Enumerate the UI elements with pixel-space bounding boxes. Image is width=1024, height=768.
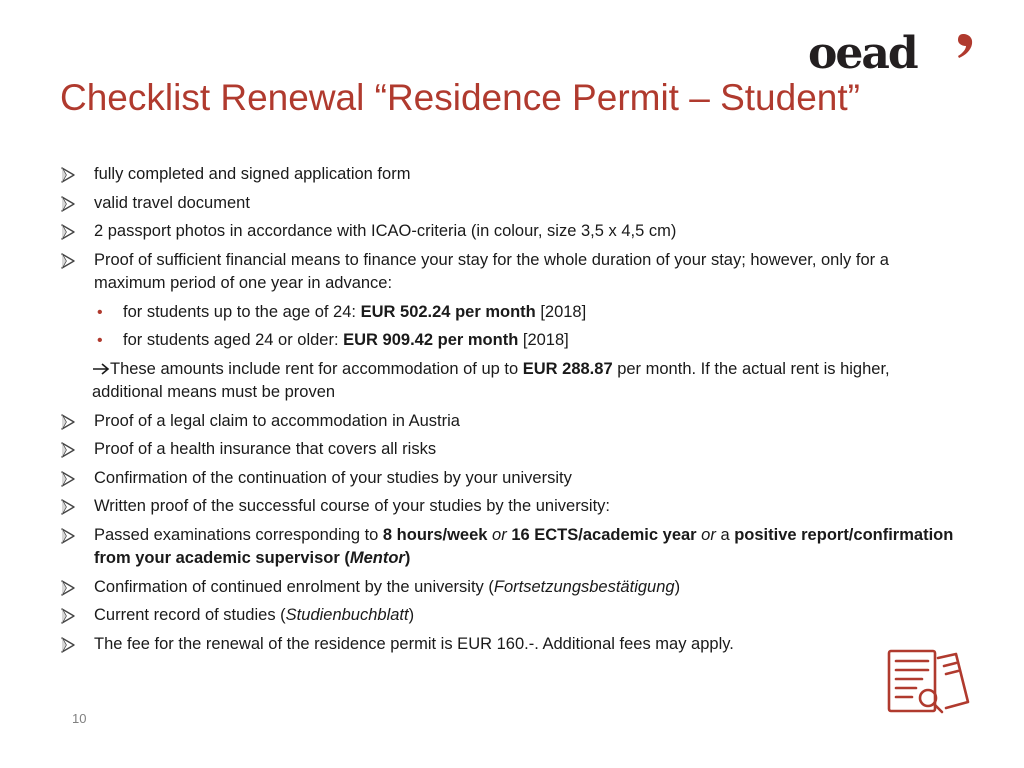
list-item <box>60 163 960 187</box>
mentor-requirement: positive report/confirmation from your academic supervisor ( <box>94 525 954 567</box>
logo-accent-mark <box>954 32 976 62</box>
item-text: Confirmation of continued enrolment by the university ( <box>94 577 494 596</box>
sub-list-item <box>60 301 960 325</box>
arrow-bullet-icon <box>60 224 76 240</box>
hours-requirement: 8 hours/week <box>382 525 488 544</box>
checklist <box>60 163 960 661</box>
item-text: Written proof of the successful course of your studies by the university: <box>94 497 611 515</box>
item-text: 2 passport photos in accordance with ICAO-criteria (in colour, size 3,5 x 4,5 cm) <box>94 222 677 240</box>
or-text: or <box>696 525 721 544</box>
arrow-bullet-icon <box>60 637 76 653</box>
sub-year: [2018] <box>518 331 569 349</box>
sub-text: for students up to the age of 24: <box>123 302 361 321</box>
oead-logo <box>808 30 976 78</box>
arrow-bullet-icon <box>60 253 76 269</box>
note-pre: These amounts include rent for accommodation of up to <box>110 359 523 378</box>
document-search-icon <box>886 648 972 716</box>
logo-wordmark: oead <box>808 28 917 79</box>
arrow-bullet-icon <box>60 167 76 183</box>
item-text: fully completed and signed application form <box>94 165 411 183</box>
item-text: Proof of a health insurance that covers all risks <box>94 440 437 458</box>
list-item <box>60 604 960 628</box>
german-term: Studienbuchblatt <box>285 606 409 624</box>
list-item <box>60 192 960 216</box>
item-text: Passed examinations corresponding to <box>94 525 383 544</box>
note-amount: EUR 288.87 <box>522 359 613 378</box>
item-text: valid travel document <box>94 193 250 212</box>
arrow-bullet-icon <box>60 196 76 212</box>
list-item <box>60 249 960 296</box>
closing-paren: ) <box>674 577 681 596</box>
arrow-bullet-icon <box>60 471 76 487</box>
note-post: per month. If the actual rent is higher, additional means must be proven <box>92 359 890 401</box>
arrow-bullet-icon <box>60 442 76 458</box>
list-item <box>60 438 960 462</box>
dot-bullet-icon: • <box>97 332 103 349</box>
item-text: Current record of studies ( <box>94 606 286 624</box>
list-item <box>60 576 960 600</box>
arrow-bullet-icon <box>60 608 76 624</box>
list-item <box>60 495 960 519</box>
sub-year: [2018] <box>535 302 587 321</box>
list-item <box>60 524 960 571</box>
page-number: 10 <box>72 711 87 726</box>
german-term: Fortsetzungsbestätigung <box>493 577 675 596</box>
arrow-bullet-icon <box>60 414 76 430</box>
sub-amount: EUR 909.42 per month <box>343 331 519 349</box>
arrow-bullet-icon <box>60 528 76 544</box>
sub-list-item <box>60 329 960 353</box>
ects-requirement: 16 ECTS/academic year <box>511 525 697 544</box>
arrow-bullet-icon <box>60 580 76 596</box>
mentor-term: Mentor <box>349 549 405 567</box>
item-text: The fee for the renewal of the residence permit is EUR 160.-. Additional fees may apply. <box>94 634 734 653</box>
closing-paren: ) <box>408 606 415 624</box>
note-text <box>60 358 960 405</box>
or-text: or <box>487 525 512 544</box>
item-text: a <box>720 525 735 544</box>
sub-amount: EUR 502.24 per month <box>360 302 536 321</box>
list-item <box>60 467 960 491</box>
list-item <box>60 220 960 244</box>
closing-paren: ) <box>404 549 411 567</box>
item-text: Proof of a legal claim to accommodation in Austria <box>94 411 460 430</box>
arrow-bullet-icon <box>60 499 76 515</box>
dot-bullet-icon: • <box>97 303 103 321</box>
page-title: Checklist Renewal “Residence Permit – Student” <box>60 77 860 118</box>
item-text: Proof of sufficient financial means to finance your stay for the whole duration of your stay; however, only for a maximum period of one year in advance: <box>94 250 889 292</box>
item-text: Confirmation of the continuation of your studies by your university <box>94 468 572 487</box>
list-item <box>60 410 960 434</box>
sub-text: for students aged 24 or older: <box>123 331 344 349</box>
list-item <box>60 633 960 657</box>
right-arrow-icon <box>92 363 110 375</box>
